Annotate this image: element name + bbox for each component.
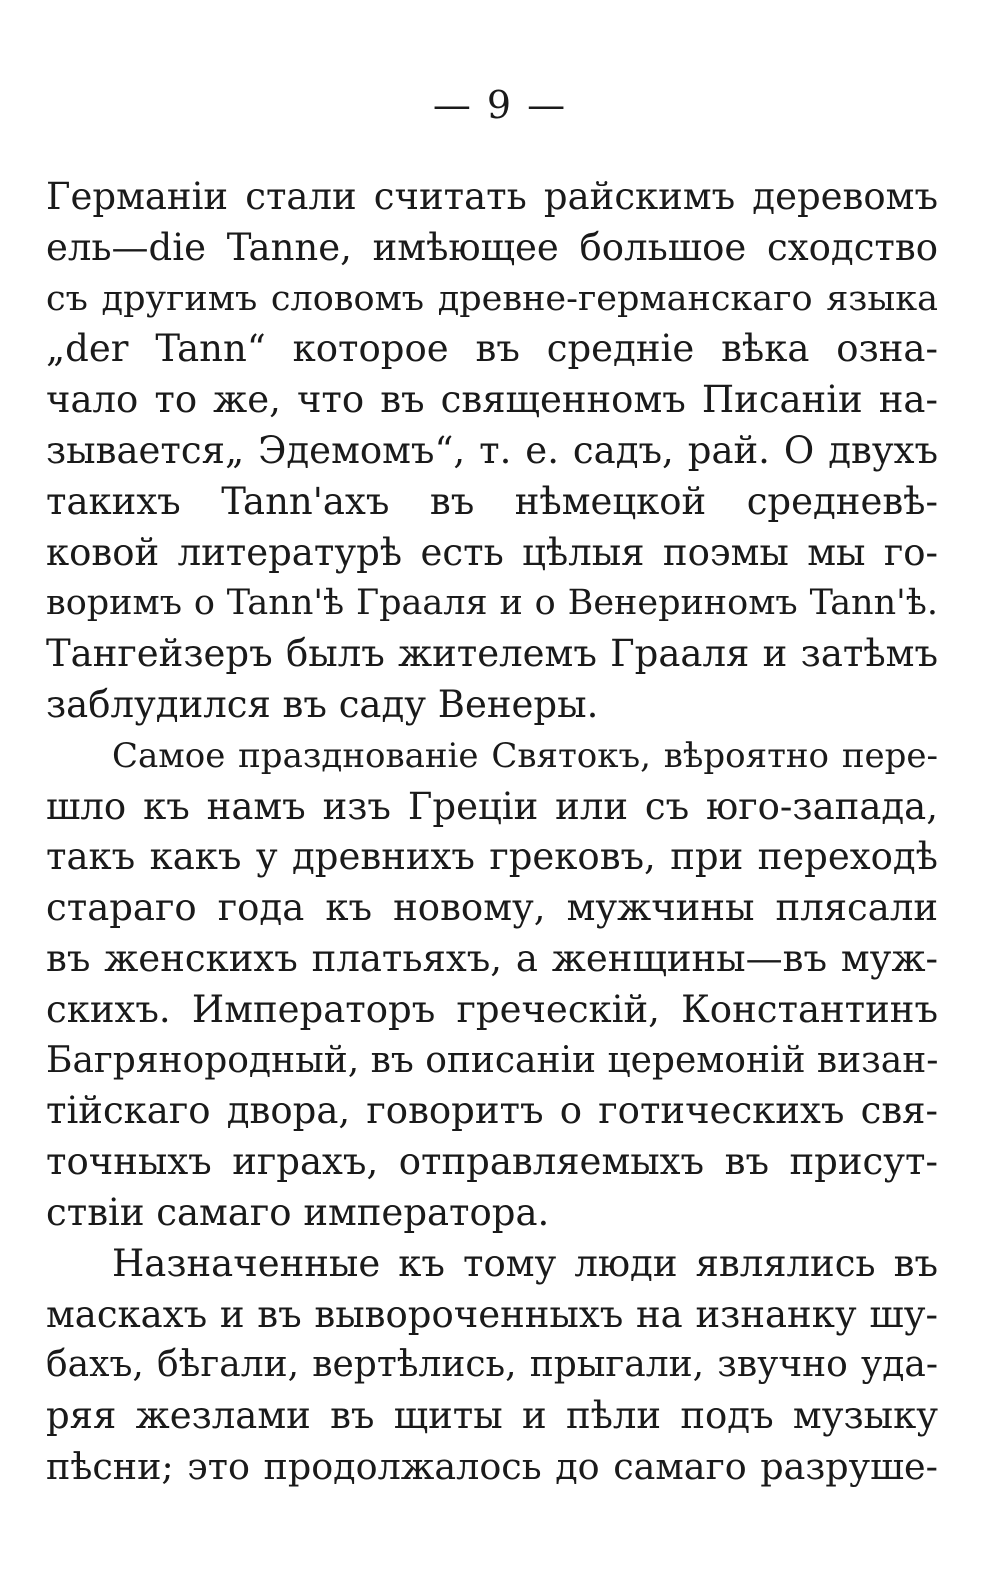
page-number: — 9 —	[432, 83, 568, 127]
body-text	[46, 172, 938, 1493]
text-line: Багрянородный, въ описанiи церемонiй визан-	[46, 1039, 938, 1081]
text-line: бахъ, бѣгали, вертѣлись, прыгали, звучно уда-	[46, 1344, 938, 1386]
text-line: скихъ. Императоръ греческiй, Константинъ	[46, 987, 938, 1031]
text-line: пѣсни; это продолжалось до самаго разруше-	[46, 1444, 938, 1488]
text-line: зывается„ Эдемомъ“, т. е. садъ, рай. О двухъ	[46, 428, 938, 472]
text-line: „der Tann“ которое въ среднiе вѣка озна-	[46, 327, 938, 371]
text-line: чало то же, что въ священномъ Писанiи на-	[46, 378, 938, 422]
text-line: ковой литературѣ есть цѣлыя поэмы мы го-	[46, 530, 938, 574]
text-line: ель—die Tanne, имѣющее большое сходство	[46, 225, 938, 269]
text-line: стараго года къ новому, мужчины плясали	[46, 886, 938, 930]
text-line: ряя жезлами въ щиты и пѣли подъ музыку	[46, 1394, 938, 1438]
text-line: въ женскихъ платьяхъ, а женщины—въ муж-	[46, 936, 938, 980]
text-line: Тангейзеръ былъ жителемъ Грааля и затѣмъ	[46, 632, 938, 676]
text-line: съ другимъ словомъ древне-германскаго языка	[46, 278, 938, 319]
text-line: тiйскаго двора, говоритъ о готическихъ свя-	[46, 1089, 938, 1133]
text-line: такихъ Tann'ахъ въ нѣмецкой средневѣ-	[46, 479, 938, 523]
text-line: воримъ о Tann'ѣ Грааля и о Венериномъ Tann'ѣ.	[46, 583, 938, 624]
text-line: Германіи стали считать райскимъ деревомъ	[46, 175, 938, 218]
text-line: ствiи самаго императора.	[46, 1190, 550, 1234]
text-line: шло къ намъ изъ Грецiи или съ юго-запада,	[46, 784, 938, 828]
text-line: Самое празднованiе Святокъ, вѣроятно пере-	[112, 735, 938, 776]
text-line: такъ какъ у древнихъ грековъ, при переходѣ	[46, 835, 938, 879]
text-line: заблудился въ саду Венеры.	[46, 682, 599, 726]
text-line: Назначенные къ тому люди являлись въ	[112, 1241, 938, 1285]
text-line: маскахъ и въ вывороченныхъ на изнанку шу-	[46, 1292, 938, 1336]
text-line: точныхъ играхъ, отправляемыхъ въ присут-	[46, 1140, 938, 1184]
